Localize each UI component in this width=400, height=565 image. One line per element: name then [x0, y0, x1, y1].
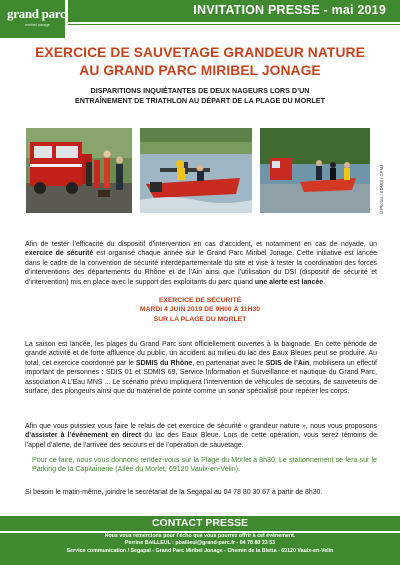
photo-fire-truck — [26, 128, 132, 213]
meeting-note: Pour ce faire, nous vous donnons rendez-vous sur la Plage du Morlet à 8h30. Le stationnement se fera sur le Parking de la Capitainerie (Allée du Morlet, 69120 Vaulx-en-Velin). — [32, 456, 377, 474]
header — [0, 0, 400, 38]
afin-bold-1: d’assister à l’événement en direct — [25, 432, 142, 440]
footer-address: Service communication / Segapal - Grand Parc Miribel Jonage - Chemin de la Bletta - 69120 Vaulx-en-Velin — [66, 547, 334, 554]
subtitle-line-1: DISPARITIONS INQUIÉTANTES DE DEUX NAGEURS LORS D’UN — [90, 86, 310, 95]
season-bold-2: SDIS de l’Ain — [265, 359, 310, 367]
grand-parc-logo — [0, 0, 65, 38]
logo-subtext: miribel jonage — [25, 22, 50, 27]
intro-paragraph — [25, 240, 377, 287]
event-date: MARDI 4 JUIN 2019 DE 9H00 À 11H30 — [139, 306, 261, 314]
photo-credit — [379, 164, 387, 214]
season-text-3: , mobilisera un effectif important de personnes : SDIS 01 et SDMIS 69, Service Information et Surveillance et nautique du Grand Parc, association A L’Eau MNS ... Le scénario prévu impliquera l’intervention de véhicules de secours, de sauveteurs de surface, des plongeurs ainsi que du matériel de pointe comme un sonar spécialisé pour repérer les corps. — [25, 359, 377, 396]
intro-text-3: . — [323, 278, 326, 286]
title-line-2: AU GRAND PARC MIRIBEL JONAGE — [79, 63, 321, 78]
intro-text-1: Afin de tester l’efficacité du dispositif d’intervention en cas d’accident, et notamment en cas de noyade, un — [25, 241, 377, 248]
contact-band — [0, 516, 400, 531]
footer-thanks: Nous vous remercions pour l’écho que vous pourrez offrir à cet évènement. — [104, 533, 296, 539]
season-bold-1: SDMIS du Rhône — [135, 359, 193, 367]
page-subtitle — [60, 86, 340, 106]
intro-bold-1: exercice de sécurité — [25, 250, 94, 258]
footer-press-contact[interactable]: Perrine BAILLEUL : pbailleul@grand-parc.fr - 04 78 80 23 53 — [124, 540, 276, 547]
event-name: EXERCICE DE SÉCURITÉ — [158, 297, 242, 304]
season-paragraph — [25, 340, 377, 396]
photo-strip — [26, 128, 376, 213]
afin-text-1: Afin que vous puissiez vous faire le relais de cet exercice de sécurité « grandeur nature », nous vous proposons — [25, 423, 377, 430]
contact-phone-paragraph: Si besoin le matin-même, joindre le secrétariat de la Segapal au 04 78 80 30 67 à partir de 8h30. — [25, 489, 323, 496]
photo-credit-text: © Photos : SDMIS / GPMJ — [379, 164, 384, 214]
header-divider — [68, 24, 400, 25]
event-location: SUR LA PLAGE DU MORLET — [153, 315, 247, 323]
logo-text: grand parc — [7, 6, 66, 21]
subtitle-line-2: ENTRAÎNEMENT DE TRIATHLON AU DÉPART DE LA PLAGE DU MORLET — [75, 96, 325, 105]
title-line-1: EXERCICE DE SAUVETAGE GRANDEUR NATURE — [35, 45, 365, 60]
photo-rescue-boat — [140, 128, 252, 213]
season-text-1: La saison est lancée, les plages du Grand Parc sont officiellement ouvertes à la baignade. En cette période de grande activité et de forte affluence du public, un accident au milieu du lac des Eaux Bleues peut se produire. Au total, cet exercice coordonné par le — [25, 341, 377, 367]
invitation-paragraph — [25, 422, 377, 450]
photo-rescue-team — [260, 128, 370, 213]
header-title: INVITATION PRESSE - mai 2019 — [193, 3, 386, 17]
afin-text-2: du lac des Eaux Bleue. Lors de cette opération, vous serez témoins de l’appel d’alerte, de l’arrivée des secours et de l’opération de sauvetage. — [25, 432, 377, 449]
page-title — [0, 44, 400, 80]
intro-bold-2: une alerte est lancée — [254, 278, 324, 286]
season-text-2: , en partenariat avec le — [192, 359, 266, 367]
footer — [0, 533, 400, 565]
event-details — [0, 296, 400, 324]
contact-title: CONTACT PRESSE — [151, 517, 249, 529]
intro-text-2: est organisé chaque année sur le Grand Parc Miribel Jonage. Cette initiative est lancée dans le cadre de la convention de sécurité interdépartementale du site et vise à tester la coordination des forces d’interventions des départements du Rhône et de l’Ain ainsi que l’utilisation du DSI (dispositif de sécurité et d’intervention) mis en place avec le support des exploitants du parc quand — [25, 250, 377, 286]
header-band — [68, 0, 400, 22]
